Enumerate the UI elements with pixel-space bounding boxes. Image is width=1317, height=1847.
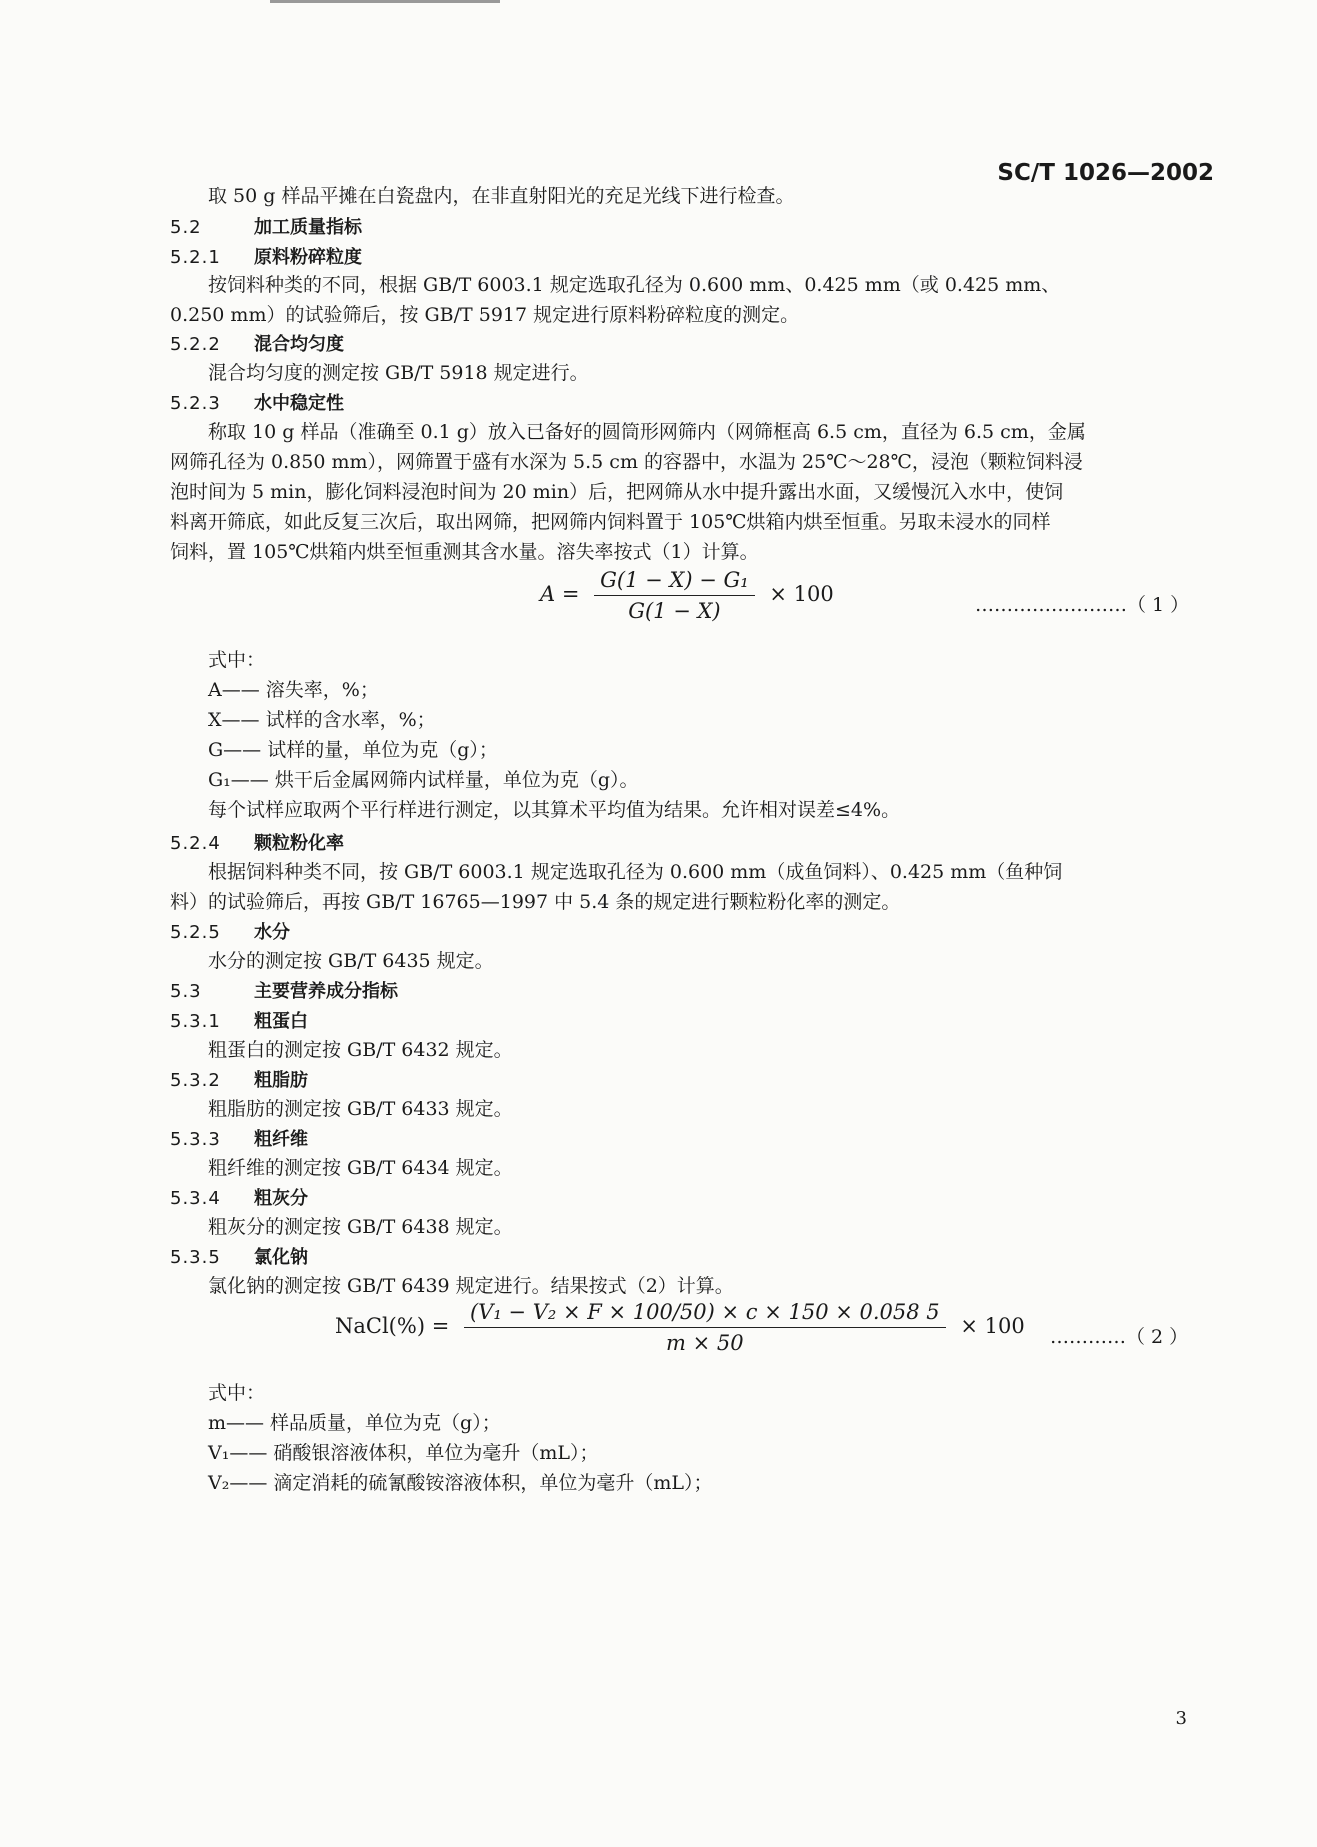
section-5-2-1-heading: 5.2.1 原料粉碎粒度 [170,247,362,268]
paragraph-5-2-1-line1: 按饲料种类的不同，根据 GB/T 6003.1 规定选取孔径为 0.600 mm、0.425 mm（或 0.425 mm、 [208,274,1061,296]
scan-top-mark [270,0,500,3]
variable-m-definition: m—— 样品质量，单位为克（g）； [208,1412,501,1434]
variable-g-definition: G—— 试样的量，单位为克（g）； [208,739,498,761]
formula-2-rhs: × 100 [960,1314,1025,1338]
paragraph-5-2-3-line3: 泡时间为 5 min，膨化饲料浸泡时间为 20 min）后，把网筛从水中提升露出水面，又缓慢沉入水中，使饲 [170,481,1064,503]
paragraph-5-2-2: 混合均匀度的测定按 GB/T 5918 规定进行。 [208,362,589,384]
formula-1-lhs: A = [540,582,580,606]
variable-x-definition: X—— 试样的含水率，%； [208,709,436,731]
paragraph-5-3-1: 粗蛋白的测定按 GB/T 6432 规定。 [208,1039,513,1061]
equation-number-1: ……………………（ 1 ） [975,594,1190,616]
section-5-2-2-heading: 5.2.2 混合均匀度 [170,334,344,355]
paragraph-5-2-4-line1: 根据饲料种类不同，按 GB/T 6003.1 规定选取孔径为 0.600 mm（成鱼饲料）、0.425 mm（鱼种饲 [208,861,1063,883]
variable-g1-definition: G₁—— 烘干后金属网筛内试样量，单位为克（g）。 [208,769,639,791]
variable-v2-definition: V₂—— 滴定消耗的硫氰酸铵溶液体积，单位为毫升（mL）； [208,1472,713,1494]
formula-1 [540,568,834,623]
section-5-2-4-heading: 5.2.4 颗粒粉化率 [170,833,344,854]
page-number: 3 [1175,1708,1187,1729]
section-5-3-4-heading: 5.3.4 粗灰分 [170,1188,308,1209]
section-5-3-heading: 5.3 主要营养成分指标 [170,981,398,1002]
variable-v1-definition: V₁—— 硝酸银溶液体积，单位为毫升（mL）； [208,1442,599,1464]
formula-2 [335,1300,1025,1355]
variable-a-definition: A—— 溶失率，%； [208,679,379,701]
formula-1-fraction [594,568,755,623]
paragraph-5-2-3-line4: 料离开筛底，如此反复三次后，取出网筛，把网筛内饲料置于 105℃烘箱内烘至恒重。另取未浸水的同样 [170,511,1051,533]
paragraph-5-2-3-line1: 称取 10 g 样品（准确至 0.1 g）放入已备好的圆筒形网筛内（网筛框高 6.5 cm，直径为 6.5 cm，金属 [208,421,1086,443]
paragraph-5-3-2: 粗脂肪的测定按 GB/T 6433 规定。 [208,1098,513,1120]
paragraph-5-2-3-line5: 饲料，置 105℃烘箱内烘至恒重测其含水量。溶失率按式（1）计算。 [170,541,759,563]
where-label-2: 式中： [208,1382,266,1404]
section-5-2-5-heading: 5.2.5 水分 [170,922,290,943]
section-5-2-3-heading: 5.2.3 水中稳定性 [170,393,344,414]
paragraph-5-2-5: 水分的测定按 GB/T 6435 规定。 [208,950,494,972]
formula-1-rhs: × 100 [769,582,834,606]
paragraph-5-2-4-line2: 料）的试验筛后，再按 GB/T 16765—1997 中 5.4 条的规定进行颗粒粉化率的测定。 [170,891,901,913]
paragraph-5-3-3: 粗纤维的测定按 GB/T 6434 规定。 [208,1157,513,1179]
document-number: SC/T 1026—2002 [997,160,1214,186]
where-label-1: 式中： [208,649,266,671]
formula-2-fraction [464,1300,946,1355]
formula-2-denominator: m × 50 [666,1331,744,1355]
formula-1-numerator: G(1 − X) − G₁ [594,568,755,596]
equation-number-2: …………（ 2 ） [1050,1326,1189,1348]
section-5-3-3-heading: 5.3.3 粗纤维 [170,1129,308,1150]
paragraph-5-2-3-line2: 网筛孔径为 0.850 mm），网筛置于盛有水深为 5.5 cm 的容器中，水温为 25℃～28℃，浸泡（颗粒饲料浸 [170,451,1083,473]
formula-1-denominator: G(1 − X) [628,599,721,623]
formula-2-lhs: NaCl(%) = [335,1314,450,1338]
section-5-3-1-heading: 5.3.1 粗蛋白 [170,1011,308,1032]
tolerance-note: 每个试样应取两个平行样进行测定，以其算术平均值为结果。允许相对误差≤4%。 [208,799,901,821]
section-5-2-heading: 5.2 加工质量指标 [170,217,362,238]
paragraph-5-3-5: 氯化钠的测定按 GB/T 6439 规定进行。结果按式（2）计算。 [208,1275,734,1297]
section-5-3-2-heading: 5.3.2 粗脂肪 [170,1070,308,1091]
paragraph-5-2-1-line2: 0.250 mm）的试验筛后，按 GB/T 5917 规定进行原料粉碎粒度的测定。 [170,304,800,326]
paragraph-5-3-4: 粗灰分的测定按 GB/T 6438 规定。 [208,1216,513,1238]
formula-2-numerator: (V₁ − V₂ × F × 100/50) × c × 150 × 0.058 5 [464,1300,946,1328]
section-5-3-5-heading: 5.3.5 氯化钠 [170,1247,308,1268]
intro-text: 取 50 g 样品平摊在白瓷盘内，在非直射阳光的充足光线下进行检查。 [208,185,795,207]
